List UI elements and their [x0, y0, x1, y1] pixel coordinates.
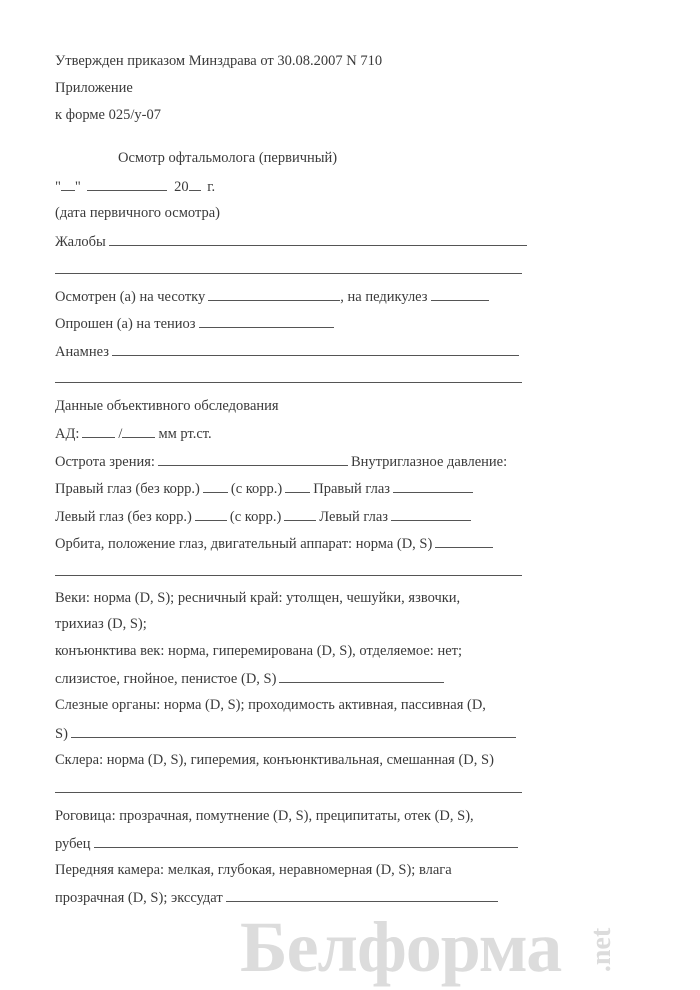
left-corr-field[interactable] — [284, 507, 316, 521]
teniosis-field[interactable] — [199, 314, 334, 328]
teniosis-label: Опрошен (а) на тениоз — [55, 316, 196, 332]
scabies-field[interactable] — [208, 287, 340, 301]
complaints-field[interactable] — [109, 232, 527, 246]
scabies-row — [55, 287, 492, 306]
quote-close: " — [74, 179, 81, 195]
year-prefix: 20 — [174, 179, 189, 195]
right-nocorr-field[interactable] — [203, 479, 228, 493]
sclera-text: Склера: норма (D, S), гиперемия, конъюнктивальная, смешанная (D, S) — [55, 752, 494, 768]
conj-row — [55, 669, 447, 688]
date-line — [55, 177, 215, 196]
orbit-field[interactable] — [435, 534, 493, 548]
complaints-row — [55, 232, 530, 251]
lids-text-2: трихиаз (D, S); — [55, 616, 147, 632]
cornea-row — [55, 834, 521, 853]
anamnesis-row — [55, 342, 522, 361]
month-field[interactable] — [87, 177, 167, 191]
quote-open: " — [55, 179, 61, 195]
lacrimal-text-1: Слезные органы: норма (D, S); проходимость активная, пассивная (D, — [55, 697, 486, 713]
year-suffix: г. — [207, 179, 216, 195]
objective-heading: Данные объективного обследования — [55, 398, 279, 414]
form-ref-text: к форме 025/у-07 — [55, 107, 161, 123]
left-eye-row — [55, 507, 474, 526]
chamber-text-2: прозрачная (D, S); экссудат — [55, 890, 223, 906]
acuity-row — [55, 452, 507, 471]
bp-unit: мм рт.ст. — [158, 426, 212, 442]
right-nocorr-label: Правый глаз (без корр.) — [55, 481, 200, 497]
orbit-row — [55, 534, 496, 553]
iop-label: Внутриглазное давление: — [350, 454, 508, 470]
cornea-text-2: рубец — [55, 836, 91, 852]
complaints-field-line2[interactable] — [55, 273, 522, 274]
orbit-field-line2[interactable] — [55, 575, 522, 576]
appendix-text: Приложение — [55, 80, 133, 96]
lice-field[interactable] — [431, 287, 489, 301]
page-title: Осмотр офтальмолога (первичный) — [118, 150, 338, 166]
anamnesis-field[interactable] — [112, 342, 519, 356]
lice-label: , на педикулез — [340, 289, 428, 305]
scabies-label: Осмотрен (а) на чесотку — [55, 289, 206, 305]
left-nocorr-field[interactable] — [195, 507, 227, 521]
lacrimal-field[interactable] — [71, 724, 516, 738]
sclera-field[interactable] — [55, 792, 522, 793]
right-corr-label: (с корр.) — [230, 481, 283, 497]
lacrimal-row — [55, 724, 519, 743]
anamnesis-label: Анамнез — [55, 344, 109, 360]
cornea-text-1: Роговица: прозрачная, помутнение (D, S), преципитаты, отек (D, S), — [55, 808, 474, 824]
right-corr-field[interactable] — [285, 479, 310, 493]
conj-text-1: конъюнктива век: норма, гиперемирована (D, S), отделяемое: нет; — [55, 643, 463, 659]
right-eye-iop-label: Правый глаз — [313, 481, 391, 497]
bp-label: АД: — [55, 426, 80, 442]
approval-text: Утвержден приказом Минздрава от 30.08.2007 N 710 — [55, 53, 383, 69]
watermark-tld: .net — [586, 927, 618, 973]
left-nocorr-label: Левый глаз (без корр.) — [55, 509, 192, 525]
bp-diastolic-field[interactable] — [122, 424, 155, 438]
teniosis-row — [55, 314, 337, 333]
orbit-label: Орбита, положение глаз, двигательный аппарат: норма (D, S) — [55, 536, 433, 552]
exudate-field[interactable] — [226, 888, 498, 902]
left-eye-iop-label: Левый глаз — [319, 509, 389, 525]
right-eye-row — [55, 479, 476, 498]
lids-text-1: Веки: норма (D, S); ресничный край: утолщен, чешуйки, язвочки, — [55, 590, 461, 606]
day-field[interactable] — [61, 177, 75, 191]
conj-field[interactable] — [279, 669, 444, 683]
date-caption: (дата первичного осмотра) — [55, 205, 220, 221]
bp-separator: / — [118, 426, 123, 442]
complaints-label: Жалобы — [55, 234, 106, 250]
left-eye-iop-field[interactable] — [391, 507, 471, 521]
left-corr-label: (с корр.) — [229, 509, 282, 525]
watermark-logo: Белформа — [240, 907, 562, 987]
right-eye-iop-field[interactable] — [393, 479, 473, 493]
chamber-row — [55, 888, 501, 907]
chamber-text-1: Передняя камера: мелкая, глубокая, неравномерная (D, S); влага — [55, 862, 452, 878]
lacrimal-text-2: S) — [55, 726, 68, 742]
acuity-label: Острота зрения: — [55, 454, 155, 470]
anamnesis-field-line2[interactable] — [55, 382, 522, 383]
bp-systolic-field[interactable] — [82, 424, 115, 438]
cornea-field[interactable] — [94, 834, 518, 848]
year-field[interactable] — [189, 177, 201, 191]
acuity-field[interactable] — [158, 452, 348, 466]
bp-row — [55, 424, 212, 443]
conj-text-2: слизистое, гнойное, пенистое (D, S) — [55, 671, 277, 687]
